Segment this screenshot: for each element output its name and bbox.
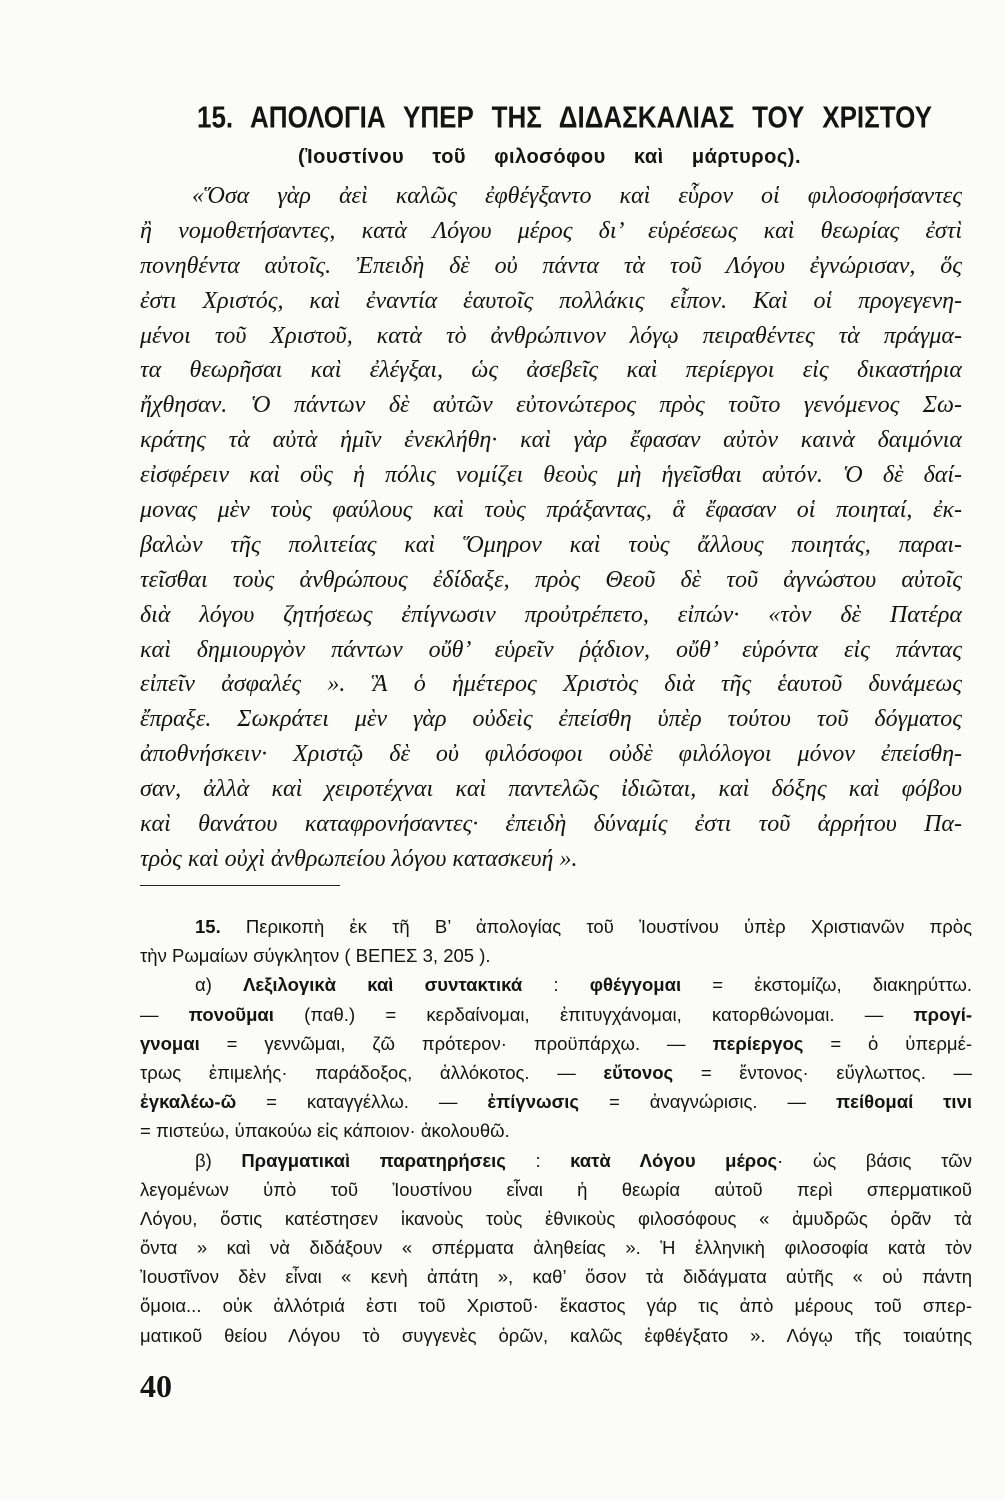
note-term: ἐγκαλέω-ῶ [140, 1091, 237, 1113]
note-text: ὄντα » καὶ νὰ διδάξουν « σπέρματα ἀληθείας ». Ἡ ἑλληνικὴ φιλοσοφία κατὰ τὸν [140, 1237, 972, 1259]
note-line [140, 1087, 972, 1116]
footnotes [140, 912, 972, 1350]
note-term: ἐπίγνωσις [487, 1091, 580, 1113]
note-text: = πιστεύω, ὑπακούω εἰς κάποιον· ἀκολουθῶ. [140, 1120, 510, 1142]
body-line: μένοι τοῦ Χριστοῦ, κατὰ τὸ ἀνθρώπινον λόγῳ πειραθέντες τὰ πράγμα- [140, 322, 962, 349]
body-line: καὶ θανάτου καταφρονήσαντες· ἐπειδὴ δύναμίς ἐστι τοῦ ἀρρήτου Πα- [140, 811, 962, 838]
note-text: = ἔντονος· εὔγλωττος. — [673, 1061, 972, 1083]
chapter-subtitle: (Ἰουστίνου τοῦ φιλοσόφου καὶ μάρτυρος). [298, 146, 801, 168]
note-term: προγί- [913, 1003, 972, 1025]
note-text: = ἀναγνώρισις. — [579, 1091, 836, 1113]
note-text: = ἐκστομίζω, διακηρύττω. [681, 974, 972, 996]
chapter-heading: 15. ΑΠΟΛΟΓΙΑ ΥΠΕΡ ΤΗΣ ΔΙΔΑΣΚΑΛΙΑΣ ΤΟΥ ΧΡΙΣΤΟΥ [197, 99, 932, 135]
page-number: 40 [140, 1368, 172, 1404]
note-text: α) [195, 974, 244, 996]
note-term: εὔτονος [603, 1061, 674, 1083]
body-line: εἰπεῖν ἀσφαλές ». Ἃ ὁ ἡμέτερος Χριστὸς διὰ τῆς ἑαυτοῦ δυνάμεως [140, 671, 962, 698]
body-line: κράτης τὰ αὐτὰ ἡμῖν ἐνεκλήθη· καὶ γὰρ ἔφασαν αὐτὸν καινὰ δαιμόνια [140, 427, 962, 454]
body-line: τεῖσθαι τοὺς ἀνθρώπους ἐδίδαξε, πρὸς Θεοῦ δὲ τοῦ ἀγνώστου αὐτοῖς [140, 566, 962, 593]
body-line: «Ὅσα γὰρ ἀεὶ καλῶς ἐφθέγξαντο καὶ εὗρον οἱ φιλοσοφήσαντες [192, 183, 962, 209]
note-line [140, 1058, 972, 1087]
note-line [140, 1000, 972, 1029]
note-line [140, 1116, 972, 1145]
body-line: ἔπραξε. Σωκράτει μὲν γὰρ οὐδεὶς ἐπείσθη ὑπὲρ τούτου τοῦ δόγματος [140, 706, 962, 733]
note-line [140, 1262, 972, 1291]
note-text: · ὡς βάσις τῶν [777, 1149, 972, 1171]
note-line [140, 1204, 972, 1233]
note-line [140, 970, 972, 999]
body-line: πονηθέντα αὐτοῖς. Ἐπειδὴ δὲ οὐ πάντα τὰ τοῦ Λόγου ἐγνώρισαν, ὅς [140, 252, 962, 279]
note-term: γνομαι [140, 1032, 200, 1054]
note-text: = γεννῶμαι, ζῶ πρότερον· προϋπάρχω. — [199, 1032, 713, 1054]
note-text: = ὁ ὑπερμέ- [803, 1032, 972, 1054]
body-line: τρὸς καὶ οὐχὶ ἀνθρωπείου λόγου κατασκευή ». [140, 845, 578, 872]
note-term: περίεργος [712, 1032, 804, 1054]
body-line: εἰσφέρειν καὶ οὓς ἡ πόλις νομίζει θεοὺς μὴ ἡγεῖσθαι αὐτόν. Ὁ δὲ δαί- [140, 462, 962, 489]
note-text: Λόγου, ὅστις κατέστησεν ἱκανοὺς τοὺς ἐθνικοὺς φιλοσόφους « ἀμυδρῶς ὁρᾶν τὰ [140, 1207, 972, 1229]
note-text: — [140, 1003, 189, 1025]
body-line: τα θεωρῆσαι καὶ ἐλέγξαι, ὡς ἀσεβεῖς καὶ περίεργοι εἰς δικαστήρια [140, 357, 962, 384]
body-line: μονας μὲν τοὺς φαύλους καὶ τοὺς πράξαντας, ἃ ἔφασαν οἱ ποιηταί, ἐκ- [140, 497, 962, 524]
note-text: = καταγγέλλω. — [236, 1091, 488, 1113]
note-line [140, 941, 972, 970]
note-text: β) [195, 1149, 242, 1171]
note-text: τρως ἐπιμελής· παράδοξος, ἀλλόκοτος. — [140, 1061, 604, 1083]
note-text: τὴν Ρωμαίων σύγκλητον ( ΒΕΠΕΣ 3, 205 ). [140, 945, 491, 967]
note-text: ὅμοια... οὐκ ἀλλότριά ἐστι τοῦ Χριστοῦ· ἕκαστος γάρ τις ἀπὸ μέρους τοῦ σπερ- [140, 1295, 972, 1317]
body-line: ἤχθησαν. Ὁ πάντων δὲ αὐτῶν εὐτονώτερος πρὸς τοῦτο γενόμενος Σω- [140, 392, 962, 419]
note-section-title: Λεξιλογικὰ καὶ συντακτικά [243, 974, 523, 996]
note-text: : [522, 974, 590, 996]
note-text: : [505, 1149, 571, 1171]
note-section-title: Πραγματικαὶ παρατηρήσεις [241, 1149, 506, 1171]
body-text [140, 179, 962, 877]
note-term: κατὰ Λόγου μέρος [570, 1149, 778, 1171]
note-term: φθέγγομαι [589, 974, 682, 996]
note-line [140, 1029, 972, 1058]
note-text: Περικοπὴ ἐκ τῆ Β’ ἀπολογίας τοῦ Ἰουστίνου ὑπὲρ Χριστιανῶν πρὸς [220, 916, 972, 937]
note-line [140, 1321, 972, 1350]
note-number: 15. [195, 916, 221, 937]
body-line: σαν, ἀλλὰ καὶ χειροτέχναι καὶ παντελῶς ἰδιῶται, καὶ δόξης καὶ φόβου [140, 776, 962, 803]
body-line: καὶ δημιουργὸν πάντων οὔθ’ εὑρεῖν ῥᾴδιον, οὔθ’ εὑρόντα εἰς πάντας [140, 636, 962, 663]
body-line: βαλὼν τῆς πολιτείας καὶ Ὅμηρον καὶ τοὺς ἄλλους ποιητάς, παραι- [140, 531, 962, 558]
body-line: ἐστι Χριστός, καὶ ἐναντία ἑαυτοῖς πολλάκις εἶπον. Καὶ οἱ προγεγενη- [140, 287, 962, 314]
note-text: ματικοῦ θείου Λόγου τὸ συγγενὲς ὁρῶν, καλῶς ἐφθέγξατο ». Λόγῳ τῆς τοιαύτης [140, 1324, 972, 1346]
note-line [140, 1291, 972, 1320]
note-text: λεγομένων ὑπὸ τοῦ Ἰουστίνου εἶναι ἡ θεωρία αὐτοῦ περὶ σπερματικοῦ [140, 1178, 972, 1200]
note-line [140, 912, 972, 941]
body-line: ἀποθνήσκειν· Χριστῷ δὲ οὐ φιλόσοφοι οὐδὲ φιλόλογοι μόνον ἐπείσθη- [140, 741, 962, 768]
body-line: διὰ λόγου ζητήσεως ἐπίγνωσιν προὐτρέπετο, εἰπών· «τὸν δὲ Πατέρα [140, 601, 962, 628]
note-line [140, 1146, 972, 1175]
note-text: Ἰουστῖνον δὲν εἶναι « κενὴ ἀπάτη », καθ’ ὅσον τὰ διδάγματα αὐτῆς « οὐ πάντη [140, 1266, 972, 1288]
body-line: ἢ νομοθετήσαντες, κατὰ Λόγου μέρος δι’ εὑρέσεως καὶ θεωρίας ἐστὶ [140, 217, 962, 244]
note-line [140, 1175, 972, 1204]
note-text: (παθ.) = κερδαίνομαι, ἐπιτυγχάνομαι, κατορθώνομαι. — [273, 1003, 914, 1025]
note-line [140, 1233, 972, 1262]
footnote-divider [140, 885, 340, 886]
note-term: πονοῦμαι [188, 1003, 274, 1025]
note-term: πείθομαί τινι [836, 1091, 972, 1113]
